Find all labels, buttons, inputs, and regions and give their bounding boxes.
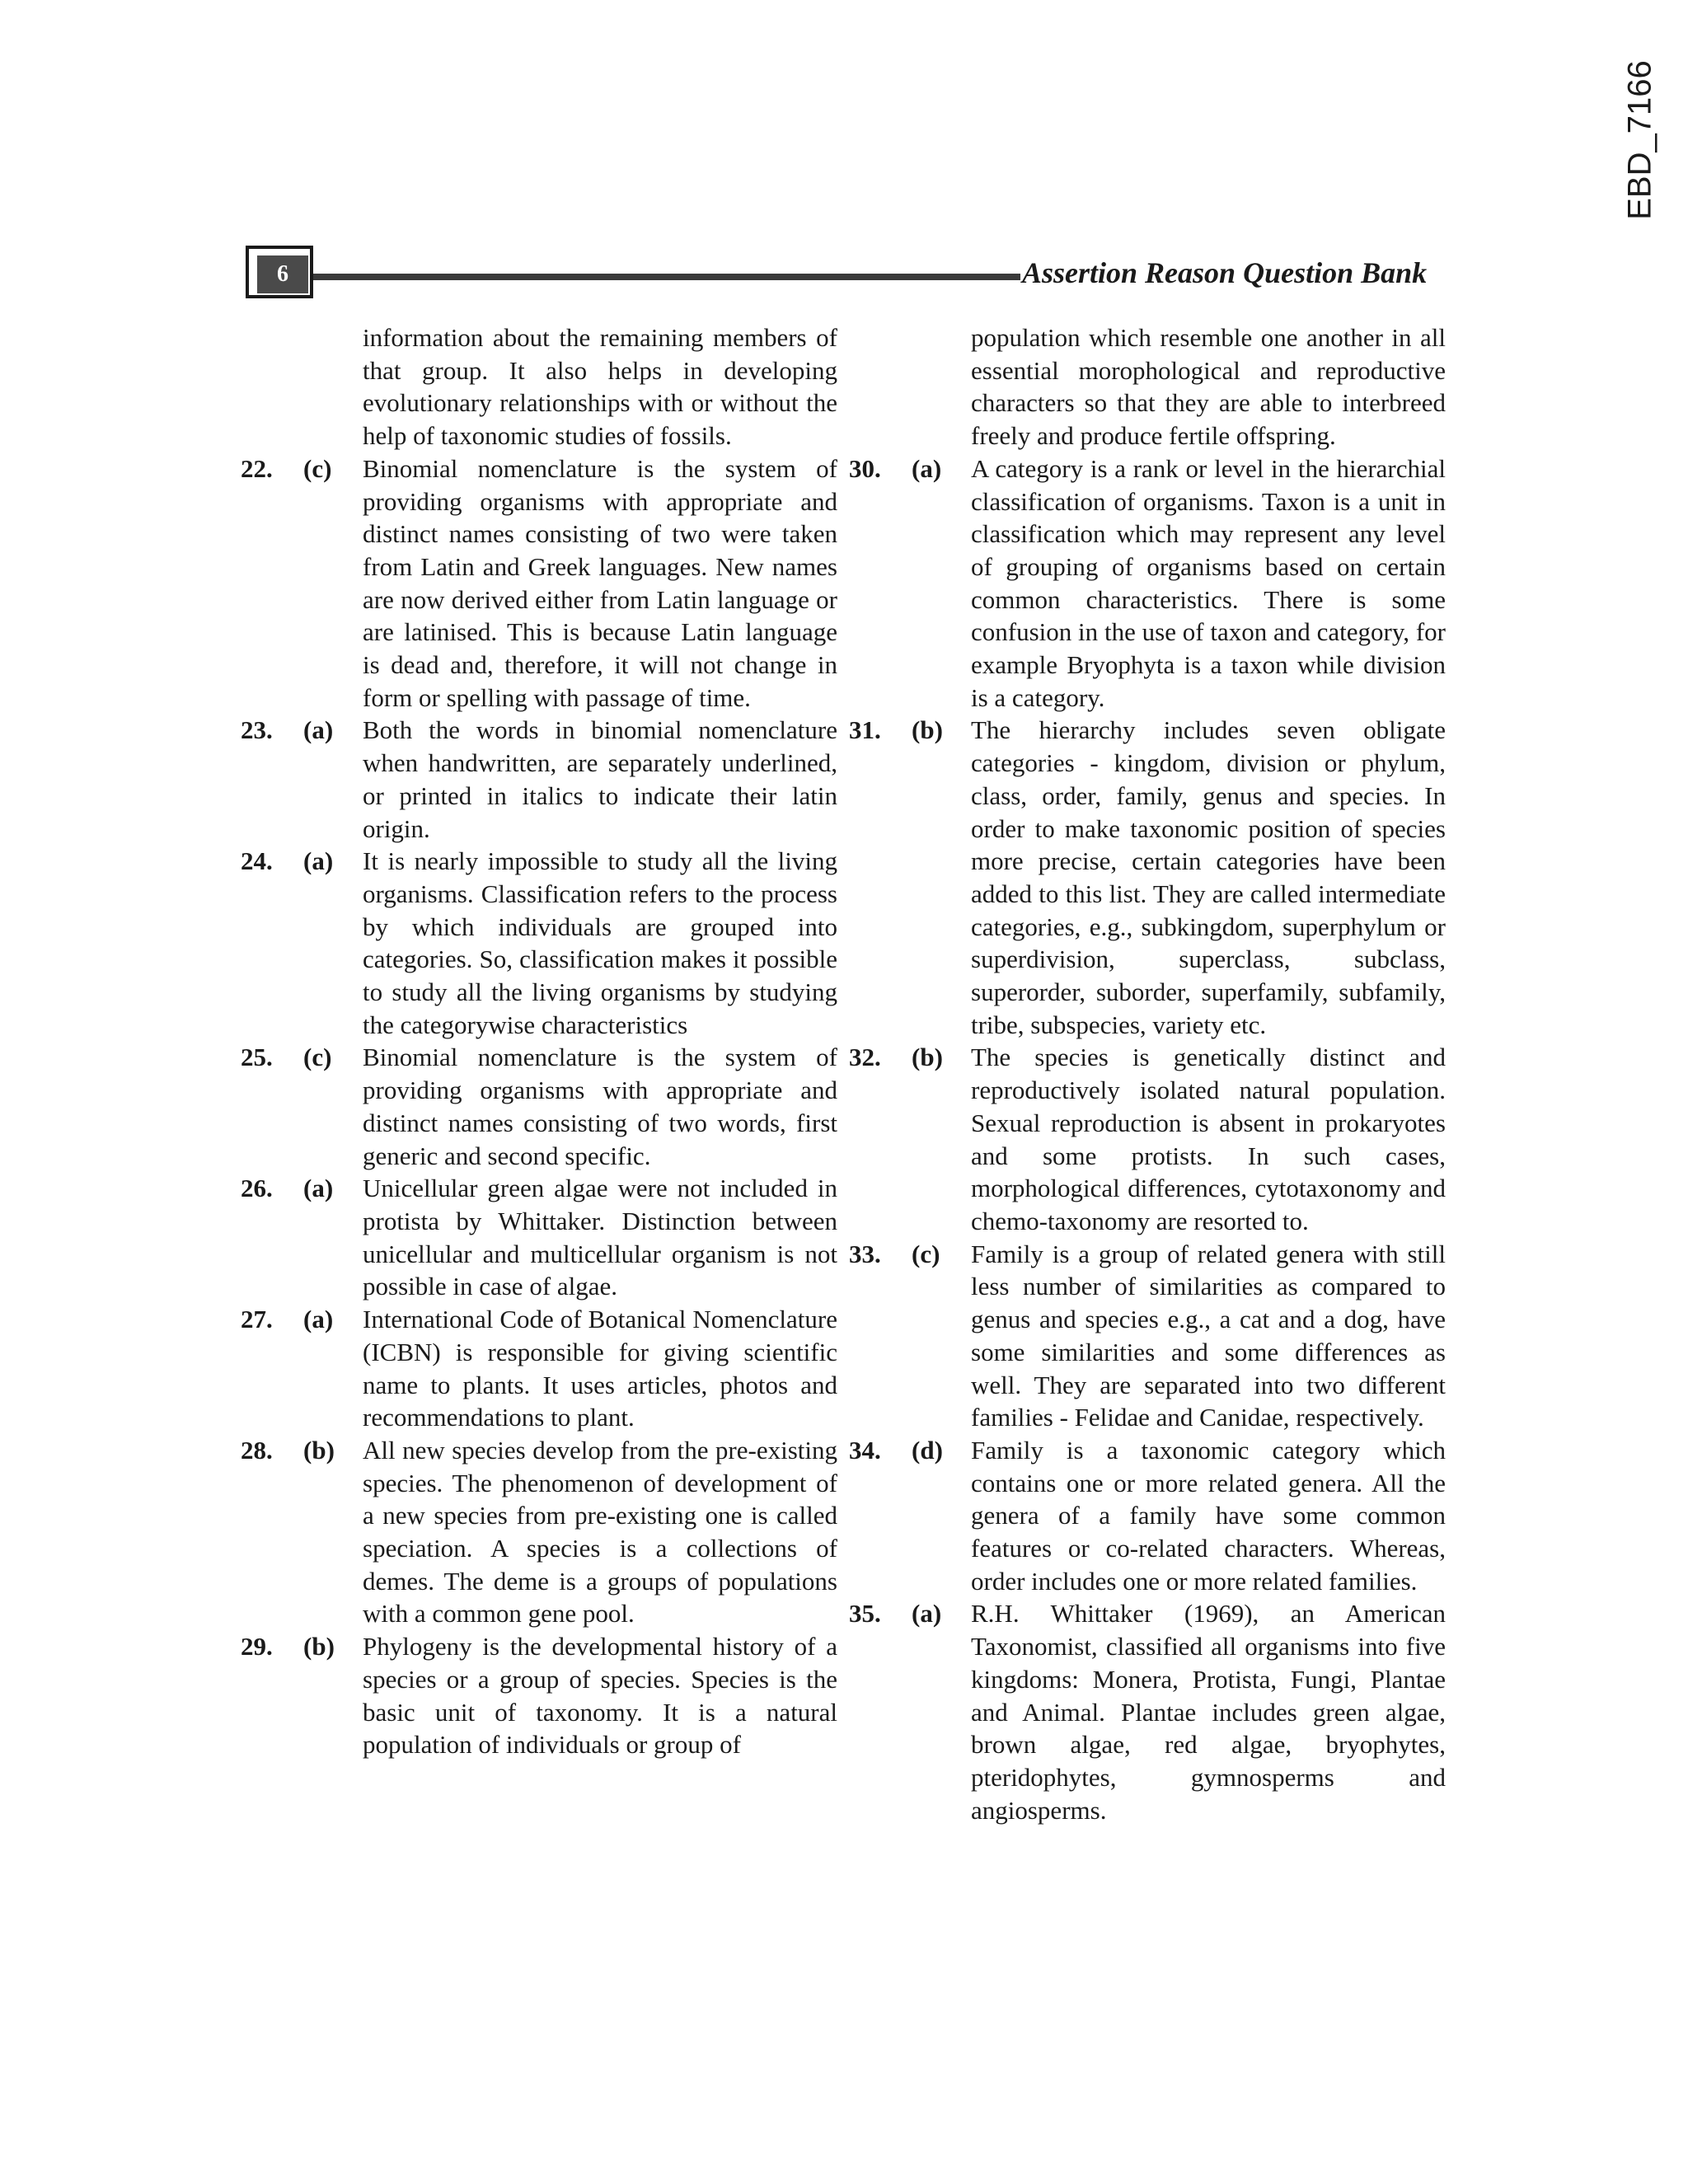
question-number: 28. bbox=[241, 1435, 273, 1465]
question-number: 35. bbox=[849, 1599, 881, 1629]
answer-item bbox=[241, 1630, 837, 1761]
answer-item bbox=[849, 1597, 1446, 1826]
question-number: 31. bbox=[849, 715, 881, 745]
side-code-text: EBD_7166 bbox=[1621, 60, 1658, 220]
explanation-text: R.H. Whittaker (1969), an American Taxonomist, classified all organisms into five kingdoms: Monera, Protista, Fungi, Plantae and Animal. Plantae includes green algae, brown algae, red algae, bryophytes, pteridophytes, gymnosperms and angiosperms. bbox=[971, 1599, 1446, 1825]
answer-option: (a) bbox=[303, 846, 334, 876]
question-number: 26. bbox=[241, 1174, 273, 1203]
explanation-text: Phylogeny is the developmental history of a species or a group of species. Species is the basic unit of taxonomy. It is a natural population of individuals or group of bbox=[363, 1632, 837, 1760]
explanation-text: Family is a group of related genera with still less number of similarities as compared to genus and species e.g., a cat and a dog, have some similarities and some differences as well. They are separated into two different families - Felidae and Canidae, respectively. bbox=[971, 1239, 1446, 1432]
answer-option: (c) bbox=[303, 1043, 332, 1072]
answer-option: (b) bbox=[303, 1632, 335, 1661]
explanation-text: Both the words in binomial nomenclature when handwritten, are separately underlined, or printed in italics to indicate their latin origin. bbox=[363, 715, 837, 843]
answer-option: (c) bbox=[912, 1239, 940, 1268]
answer-option: (b) bbox=[912, 1043, 943, 1072]
answer-option: (b) bbox=[303, 1435, 335, 1465]
explanation-text: International Code of Botanical Nomenclature (ICBN) is responsible for giving scientific name to plants. It uses articles, photos and recommendations to plant. bbox=[363, 1305, 837, 1432]
question-number: 29. bbox=[241, 1632, 273, 1661]
answer-item bbox=[849, 1041, 1446, 1237]
answer-item bbox=[849, 714, 1446, 1041]
answer-item bbox=[241, 452, 837, 715]
explanation-text: It is nearly impossible to study all the living organisms. Classification refers to the process by which individuals are grouped into categories. So, classification makes it possible to study all the living organisms by studying the categorywise characteristics bbox=[363, 846, 837, 1039]
answer-item bbox=[241, 845, 837, 1041]
question-number: 22. bbox=[241, 453, 273, 483]
answer-item bbox=[849, 1434, 1446, 1598]
question-number: 33. bbox=[849, 1239, 881, 1268]
explanation-text: Family is a taxonomic category which contains one or more related genera. All the genera of a family have some common features or co-related characters. Whereas, order includes one or more related families. bbox=[971, 1435, 1446, 1596]
explanation-text: Binomial nomenclature is the system of providing organisms with appropriate and distinct names consisting of two words, first generic and second specific. bbox=[363, 1043, 837, 1170]
explanation-text: Unicellular green algae were not included in protista by Whittaker. Distinction between unicellular and multicellular organism is not possible in case of algae. bbox=[363, 1174, 837, 1301]
answer-item bbox=[849, 1238, 1446, 1434]
explanation-text: A category is a rank or level in the hierarchial classification of organisms. Taxon is a unit in classification which may represent any level of grouping of organisms based on certain common characteristics. There is some confusion in the use of taxon and category, for example Bryophyta is a taxon while division is a category. bbox=[971, 453, 1446, 712]
answer-item bbox=[241, 1303, 837, 1434]
answer-item bbox=[849, 452, 1446, 715]
answer-option: (c) bbox=[303, 453, 332, 483]
left-column bbox=[241, 321, 837, 1761]
question-number: 23. bbox=[241, 715, 273, 745]
question-number: 24. bbox=[241, 846, 273, 876]
question-number: 27. bbox=[241, 1305, 273, 1334]
explanation-text: All new species develop from the pre-existing species. The phenomenon of development of a new species from pre-existing one is called speciation. A species is a collections of demes. The deme is a groups of populations with a common gene pool. bbox=[363, 1435, 837, 1629]
answer-item bbox=[241, 714, 837, 845]
answer-option: (a) bbox=[912, 453, 942, 483]
answer-option: (a) bbox=[303, 1174, 334, 1203]
answer-option: (a) bbox=[912, 1599, 942, 1629]
question-number: 25. bbox=[241, 1043, 273, 1072]
answer-option: (a) bbox=[303, 1305, 334, 1334]
side-code bbox=[1599, 41, 1681, 239]
question-number: 34. bbox=[849, 1435, 881, 1465]
question-number: 30. bbox=[849, 453, 881, 483]
header-title: Assertion Reason Question Bank bbox=[1022, 256, 1428, 289]
answer-option: (d) bbox=[912, 1435, 943, 1465]
explanation-text: The species is genetically distinct and reproductively isolated natural population. Sexual reproduction is absent in prokaryotes and some protists. In such cases, morphological differences, cytotaxonomy and chemo-taxonomy are resorted to. bbox=[971, 1043, 1446, 1235]
answer-option: (a) bbox=[303, 715, 334, 745]
page-number-box bbox=[246, 246, 313, 298]
answer-item bbox=[241, 1434, 837, 1630]
explanation-text: The hierarchy includes seven obligate categories - kingdom, division or phylum, class, order, family, genus and species. In order to make taxonomic position of species more precise, certain categories have been added to this list. They are called intermediate categories, e.g., subkingdom, superphylum or superdivision, superclass, subclass, superorder, suborder, superfamily, subfamily, tribe, subspecies, variety etc. bbox=[971, 715, 1446, 1039]
explanation-text: Binomial nomenclature is the system of providing organisms with appropriate and distinct names consisting of two were taken from Latin and Greek languages. New names are now derived either from Latin language or are latinised. This is because Latin language is dead and, therefore, it will not change in form or spelling with passage of time. bbox=[363, 453, 837, 712]
left-continuation: information about the remaining members of that group. It also helps in developing evolutionary relationships with or without the help of taxonomic studies of fossils. bbox=[363, 323, 837, 451]
right-continuation: population which resemble one another in all essential morophological and reproductive characters so that they are able to interbreed freely and produce fertile offspring. bbox=[971, 323, 1446, 451]
answer-item bbox=[241, 1041, 837, 1172]
answer-item bbox=[241, 1172, 837, 1303]
right-column bbox=[849, 321, 1446, 1826]
answer-option: (b) bbox=[912, 715, 943, 745]
question-number: 32. bbox=[849, 1043, 881, 1072]
page-number: 6 bbox=[257, 255, 308, 293]
header-rule bbox=[313, 274, 1020, 280]
